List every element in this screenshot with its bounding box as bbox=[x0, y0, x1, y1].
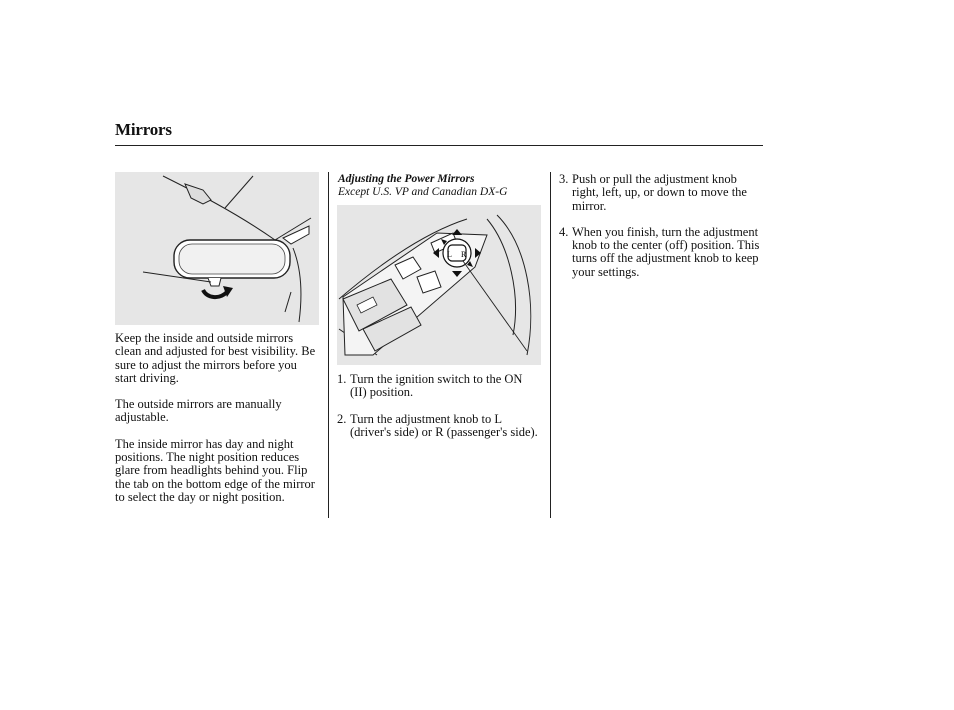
rearview-mirror-illustration bbox=[115, 172, 319, 325]
step-text: When you finish, turn the adjustment knob to the center (off) position. This turns off the adjustment knob to keep your settings. bbox=[572, 224, 760, 279]
list-item bbox=[337, 413, 542, 440]
rearview-mirror-drawing bbox=[115, 172, 319, 325]
step-number: 4. bbox=[559, 224, 569, 239]
power-mirror-switch-drawing bbox=[337, 205, 541, 365]
step-text: Turn the adjustment knob to L (driver's side) or R (passenger's side). bbox=[350, 411, 538, 439]
section-subtitle: Except U.S. VP and Canadian DX-G bbox=[338, 186, 508, 198]
step-number: 3. bbox=[559, 172, 569, 186]
title-rule bbox=[115, 145, 763, 146]
step-text: Push or pull the adjustment knob right, left, up, or down to move the mirror. bbox=[572, 172, 747, 213]
section-heading bbox=[338, 173, 543, 199]
paragraph: The inside mirror has day and night positions. The night position reduces glare from headlights behind you. Flip the tab on the bottom edge of the mirror to select the day or night position. bbox=[115, 436, 315, 504]
step-number: 1. bbox=[337, 372, 347, 386]
steps-list bbox=[337, 373, 542, 452]
knob-label-r: R bbox=[461, 250, 467, 259]
power-mirror-switch-illustration bbox=[337, 205, 541, 365]
paragraph: Keep the inside and outside mirrors clean and adjusted for best visibility. Be sure to adjust the mirrors before you start driving. bbox=[115, 331, 316, 385]
column-divider bbox=[328, 172, 329, 518]
column-divider bbox=[550, 172, 551, 518]
step-text: Turn the ignition switch to the ON (II) position. bbox=[350, 372, 523, 400]
steps-list bbox=[559, 173, 764, 292]
list-item bbox=[559, 173, 764, 213]
section-title: Adjusting the Power Mirrors bbox=[338, 173, 475, 185]
list-item bbox=[559, 226, 764, 279]
paragraph: The outside mirrors are manually adjustable. bbox=[115, 397, 282, 425]
knob-label-l: L bbox=[447, 250, 452, 259]
page-title: Mirrors bbox=[115, 120, 172, 139]
intro-text bbox=[115, 332, 320, 517]
step-number: 2. bbox=[337, 411, 347, 426]
list-item bbox=[337, 373, 542, 400]
